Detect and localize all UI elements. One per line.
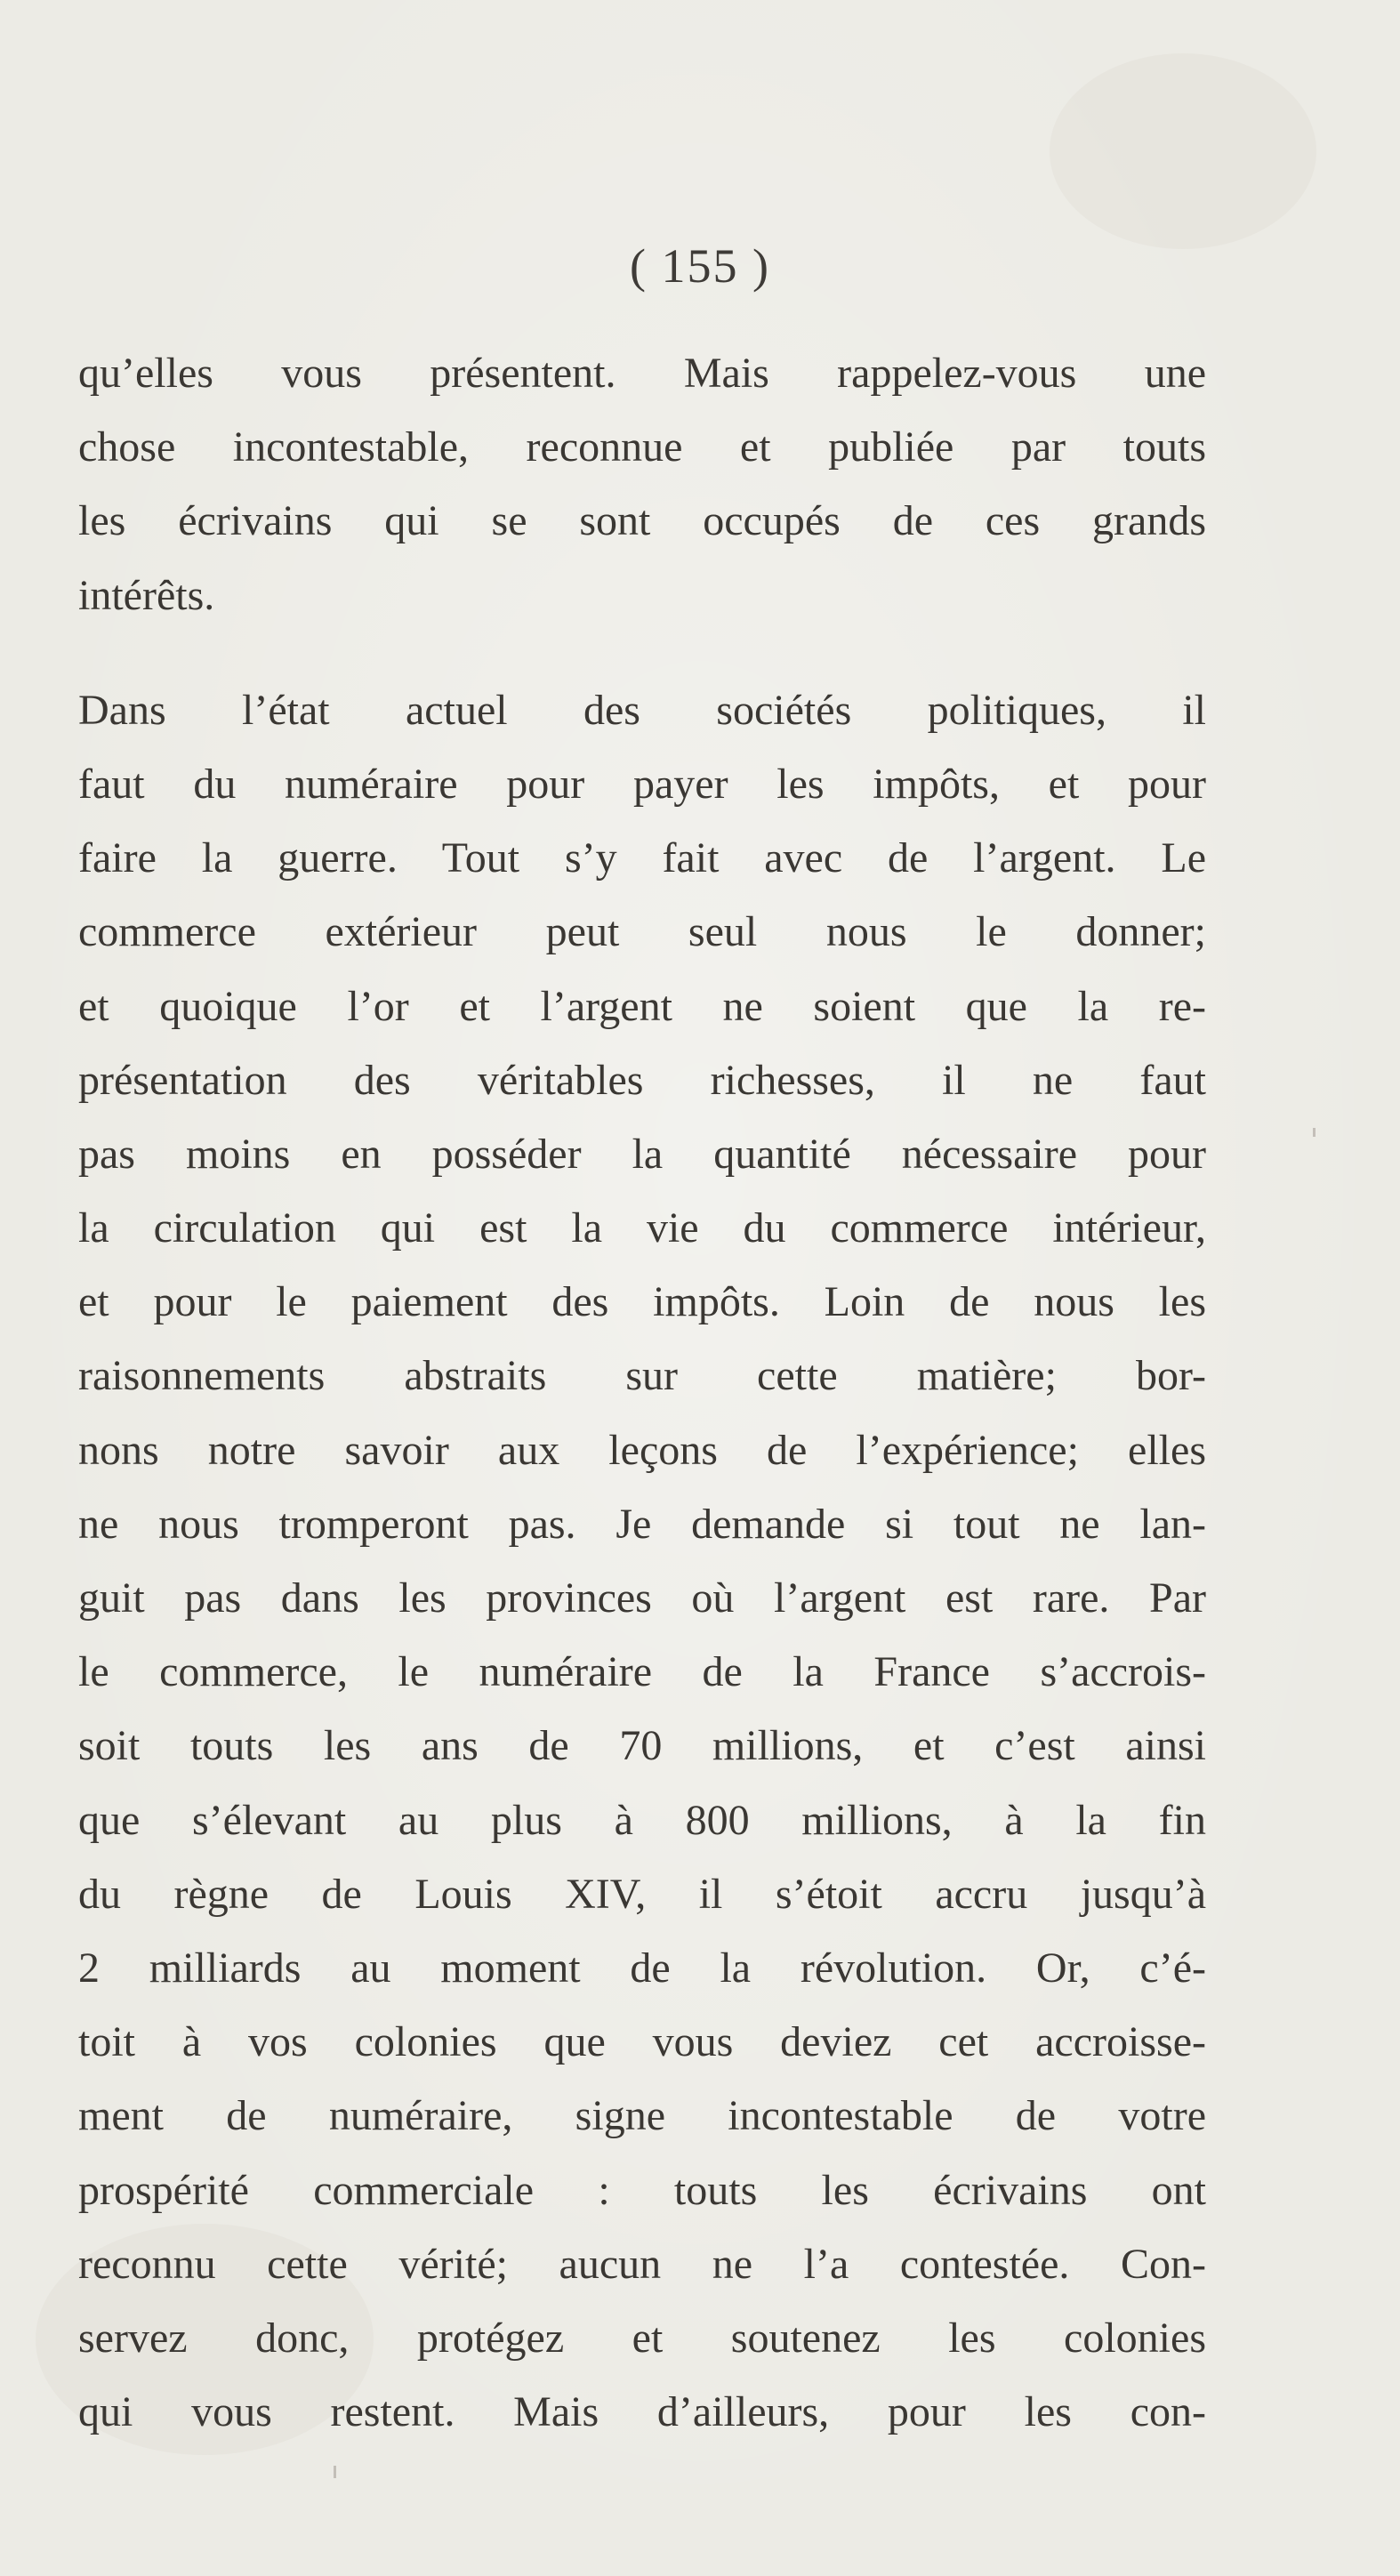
text-line: que s’élevant au plus à 800 millions, à la fin <box>78 1796 1206 1844</box>
text-line: toit à vos colonies que vous deviez cet accroisse- <box>78 2018 1206 2066</box>
text-line: ne nous tromperont pas. Je demande si tout ne lan- <box>78 1500 1206 1548</box>
text-line: faire la guerre. Tout s’y fait avec de l’argent. Le <box>78 834 1206 882</box>
page-number: ( 155 ) <box>630 239 770 293</box>
margin-mark <box>1313 1128 1316 1137</box>
text-line: du règne de Louis XIV, il s’étoit accru jusqu’à <box>78 1870 1206 1918</box>
text-line: servez donc, protégez et soutenez les colonies <box>78 2314 1206 2362</box>
text-line: qu’elles vous présentent. Mais rappelez-vous une <box>78 350 1206 397</box>
paragraph-2 <box>78 673 1206 2450</box>
text-line: guit pas dans les provinces où l’argent est rare. Par <box>78 1574 1206 1622</box>
text-line: commerce extérieur peut seul nous le donner; <box>78 908 1206 956</box>
text-line: le commerce, le numéraire de la France s’accrois- <box>78 1648 1206 1696</box>
text-line: chose incontestable, reconnue et publiée par touts <box>78 423 1206 471</box>
text-line: les écrivains qui se sont occupés de ces grands <box>78 497 1206 545</box>
margin-mark <box>334 2466 336 2478</box>
paper-stain <box>1050 53 1316 249</box>
text-line: Dans l’état actuel des sociétés politiques, il <box>78 686 1206 734</box>
text-line: nons notre savoir aux leçons de l’expérience; elles <box>78 1426 1206 1474</box>
text-line: et pour le paiement des impôts. Loin de nous les <box>78 1278 1206 1326</box>
text-line: ment de numéraire, signe incontestable de votre <box>78 2092 1206 2140</box>
text-line: la circulation qui est la vie du commerce intérieur, <box>78 1204 1206 1252</box>
text-line: reconnu cette vérité; aucun ne l’a contestée. Con- <box>78 2240 1206 2288</box>
text-line: qui vous restent. Mais d’ailleurs, pour les con- <box>78 2388 1206 2436</box>
text-line: soit touts les ans de 70 millions, et c’est ainsi <box>78 1722 1206 1770</box>
text-line: 2 milliards au moment de la révolution. Or, c’é- <box>78 1944 1206 1992</box>
text-line: faut du numéraire pour payer les impôts, et pour <box>78 760 1206 808</box>
text-line: prospérité commerciale : touts les écrivains ont <box>78 2166 1206 2214</box>
paragraph-1 <box>78 336 1206 632</box>
paragraph-gap <box>78 632 1206 673</box>
text-line: pas moins en posséder la quantité nécessaire pour <box>78 1130 1206 1178</box>
text-line: intérêts. <box>78 571 215 619</box>
text-line: présentation des véritables richesses, il ne faut <box>78 1056 1206 1104</box>
body-text <box>78 336 1206 2449</box>
text-line: raisonnements abstraits sur cette matière; bor- <box>78 1352 1206 1400</box>
text-line: et quoique l’or et l’argent ne soient que la re- <box>78 982 1206 1030</box>
